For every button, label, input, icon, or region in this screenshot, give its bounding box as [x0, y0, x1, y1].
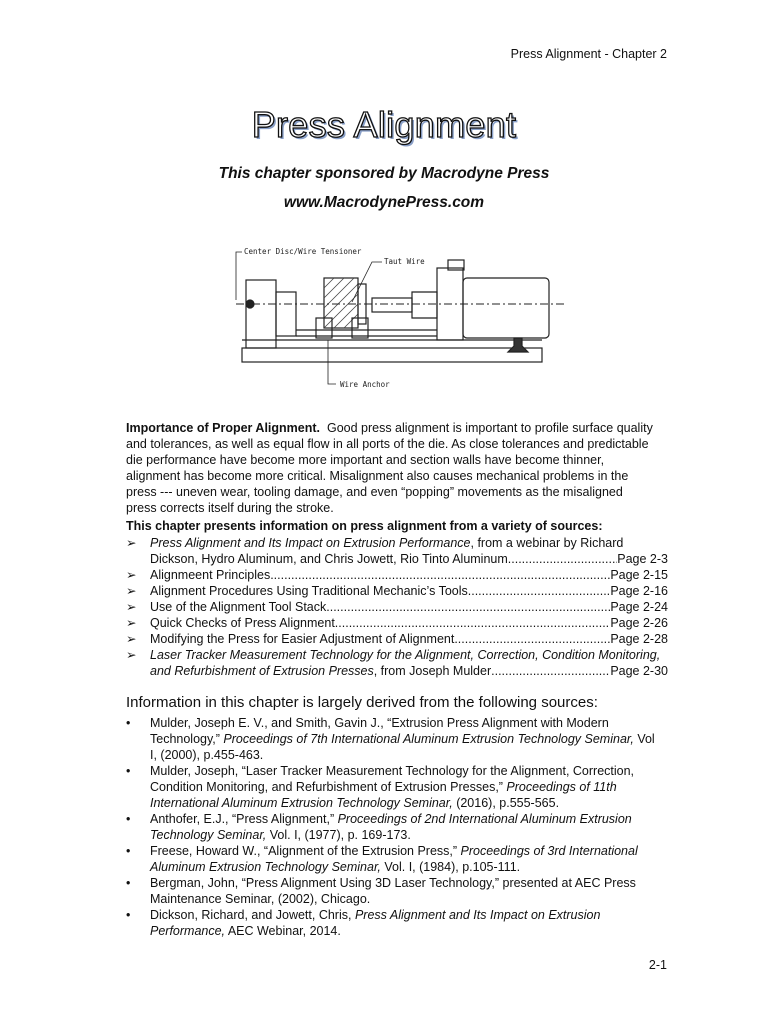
- bullet-icon: •: [126, 716, 131, 730]
- main-cylinder: [463, 278, 549, 338]
- toc-item-label: Modifying the Press for Easier Adjustment of Alignment: [150, 632, 455, 646]
- source-publication: Proceedings of 2nd International Aluminum Extrusion Technology Seminar,: [150, 812, 632, 842]
- toc-item[interactable]: [126, 599, 668, 615]
- source-details: (2016), p.555-565.: [452, 796, 560, 810]
- source-publication: Proceedings of 11th International Aluminum Extrusion Technology Seminar,: [150, 780, 617, 810]
- source-text: Bergman, John, “Press Alignment Using 3D Laser Technology,” presented at AEC Press Maintenance Seminar, (2002), Chicago.: [150, 876, 636, 906]
- intro-body: Good press alignment is important to profile surface quality and tolerances, as well as equal flow in all ports of the die. As close tolerances and predictable die performance have become more important and section walls have become thinner, alignment has become more critical. Misalignment also causes mechanical problems in the press --- uneven wear, tooling damage, and even “popping” movements as the misaligned press corrects itself during the stroke.: [126, 421, 653, 515]
- page-number: 2-1: [648, 958, 667, 972]
- sources-heading: Information in this chapter is largely derived from the following sources:: [126, 694, 598, 711]
- bullet-icon: •: [126, 812, 131, 826]
- running-header: Press Alignment - Chapter 2: [510, 47, 667, 61]
- source-item: [126, 715, 662, 763]
- arrow-bullet-icon: ➢: [126, 616, 137, 630]
- toc-item-line2: Dickson, Hydro Aluminum, and Chris Jowett, Rio Tinto Aluminum.: [150, 552, 512, 566]
- arrow-bullet-icon: ➢: [126, 648, 137, 662]
- toc-item-title: Laser Tracker Measurement Technology for the Alignment, Correction, Condition Monitoring,: [150, 648, 661, 662]
- label-taut-wire: Taut Wire: [384, 257, 425, 266]
- label-center-disc: Center Disc/Wire Tensioner: [244, 247, 362, 256]
- arrow-bullet-icon: ➢: [126, 632, 137, 646]
- toc-item-page: Page 2-16: [610, 584, 668, 598]
- sponsor-line: This chapter sponsored by Macrodyne Press: [218, 165, 550, 182]
- toc-item[interactable]: [126, 647, 668, 679]
- sponsor-website: www.MacrodynePress.com: [283, 194, 485, 211]
- toc-item-label: Quick Checks of Press Alignment: [150, 616, 335, 630]
- intro-heading: Importance of Proper Alignment.: [126, 421, 321, 435]
- toc-item[interactable]: [126, 615, 668, 631]
- toc-item[interactable]: [126, 583, 668, 599]
- toc-item[interactable]: [126, 631, 668, 647]
- source-details: Vol. I, (1977), p. 169-173.: [266, 828, 411, 842]
- toc-item-line2-italic: and Refurbishment of Extrusion Presses: [150, 664, 374, 678]
- press-base: [242, 348, 542, 362]
- table-of-contents: [126, 535, 668, 679]
- source-details: Vol I, (2000), p.455-463.: [150, 732, 655, 762]
- toc-item-suffix: , from a webinar by Richard: [470, 536, 624, 550]
- source-item: [126, 875, 662, 907]
- toc-item-label: Alignmeent Principles: [150, 568, 271, 582]
- bullet-icon: •: [126, 764, 131, 778]
- toc-item-page: Page 2-15: [610, 568, 668, 582]
- toc-item-line2-suffix: , from Joseph Mulder: [373, 664, 492, 678]
- bullet-icon: •: [126, 844, 131, 858]
- center-disc: [246, 300, 254, 308]
- source-details: Vol. I, (1984), p.105-111.: [380, 860, 521, 874]
- source-text: Dickson, Richard, and Jowett, Chris,: [150, 908, 355, 922]
- arrow-bullet-icon: ➢: [126, 584, 137, 598]
- toc-item-label: Alignment Procedures Using Traditional Mechanic’s Tools: [150, 584, 468, 598]
- intro-paragraph: [126, 420, 656, 516]
- page-title: Press Alignment: [251, 104, 517, 145]
- toc-item[interactable]: [126, 535, 668, 567]
- label-wire-anchor: Wire Anchor: [340, 380, 390, 389]
- left-platen: [246, 280, 276, 348]
- toc-item-page: Page 2-28: [610, 632, 668, 646]
- press-diagram-svg: [232, 240, 572, 390]
- toc-item-page: Page 2-26: [610, 616, 668, 630]
- source-item: [126, 763, 662, 811]
- source-text: Anthofer, E.J., “Press Alignment,”: [150, 812, 338, 826]
- toc-item-title: Press Alignment and Its Impact on Extrusion Performance: [150, 536, 471, 550]
- arrow-bullet-icon: ➢: [126, 568, 137, 582]
- source-publication: Proceedings of 7th International Aluminum Extrusion Technology Seminar,: [223, 732, 634, 746]
- toc-item-page: Page 2-3: [617, 552, 668, 566]
- source-text: Mulder, Joseph E. V., and Smith, Gavin J., “Extrusion Press Alignment with Modern Technology,”: [150, 716, 609, 746]
- source-text: Freese, Howard W., “Alignment of the Extrusion Press,”: [150, 844, 461, 858]
- toc-item-label: Use of the Alignment Tool Stack: [150, 600, 327, 614]
- source-item: [126, 843, 662, 875]
- source-text: Mulder, Joseph, “Laser Tracker Measurement Technology for the Alignment, Correction, Condition Monitoring, and Refurbishment of Extrusion Presses,”: [150, 764, 635, 794]
- source-publication: Press Alignment and Its Impact on Extrusion Performance,: [150, 908, 601, 938]
- toc-item-page: Page 2-30: [610, 664, 668, 678]
- source-details: AEC Webinar, 2014.: [225, 924, 341, 938]
- press-alignment-diagram: [232, 240, 572, 390]
- bullet-icon: •: [126, 876, 131, 890]
- source-item: [126, 811, 662, 843]
- source-publication: Proceedings of 3rd International Aluminum Extrusion Technology Seminar,: [150, 844, 638, 874]
- toc-item[interactable]: [126, 567, 668, 583]
- sources-list: [126, 715, 662, 939]
- bullet-icon: •: [126, 908, 131, 922]
- toc-heading: This chapter presents information on press alignment from a variety of sources:: [126, 519, 603, 533]
- arrow-bullet-icon: ➢: [126, 536, 137, 550]
- source-item: [126, 907, 662, 939]
- toc-item-page: Page 2-24: [610, 600, 668, 614]
- arrow-bullet-icon: ➢: [126, 600, 137, 614]
